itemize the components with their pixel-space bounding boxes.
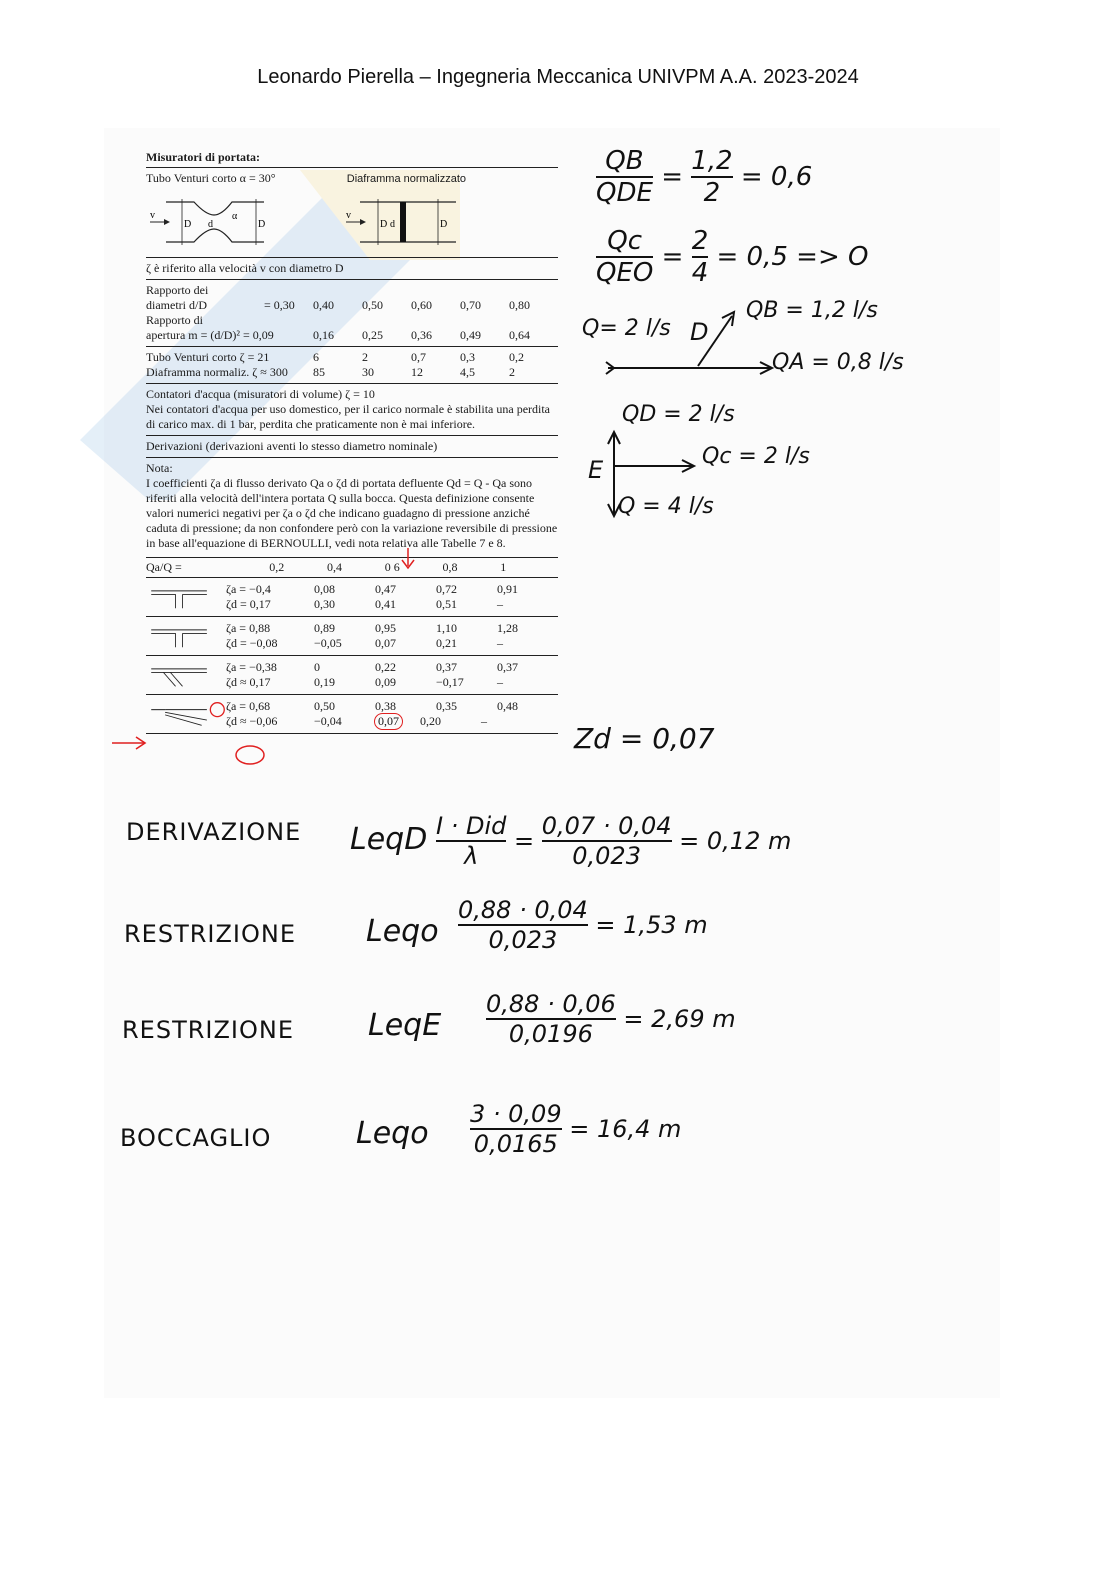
venturi-value: 6: [313, 350, 319, 364]
za-value: 0,48: [497, 699, 518, 713]
svg-text:D: D: [258, 219, 266, 230]
zd-value: 0,09: [375, 675, 396, 689]
calc-boccaglio-label: BOCCAGLIO: [120, 1124, 272, 1152]
calc-restrizione-e-label: RESTRIZIONE: [122, 1016, 295, 1044]
diaphragm-value: 4,5: [460, 365, 475, 379]
za-value: 0: [314, 660, 320, 674]
meters-text: Nei contatori d'acqua per uso domestico, per il carico normale è stabilita una perdita di carico max. di 1 bar, perdita che praticamente non è mai inferiore.: [146, 402, 551, 431]
za-value: 0,37: [497, 660, 518, 674]
venturi-value: 0,2: [509, 350, 524, 364]
diaphragm-value: 2: [509, 365, 515, 379]
zd-value: 0,20: [420, 714, 441, 728]
za-value: 0,37: [436, 660, 457, 674]
opening-label-1: Rapporto di: [146, 313, 203, 327]
red-circle-icon: [234, 744, 266, 766]
hand-q-total-e: Q = 4 l/s: [618, 494, 714, 519]
zd-value: –: [497, 636, 503, 650]
svg-text:D: D: [380, 219, 388, 230]
opening-value: 0,49: [460, 328, 481, 342]
meters-title: Contatori d'acqua (misuratori di volume) ζ = 10: [146, 387, 375, 401]
hand-q-total-d: Q= 2 l/s: [582, 316, 671, 341]
branch-row-selected: [146, 695, 558, 733]
ratio-col: 0,4: [326, 560, 342, 574]
calc-restrizione-frac: $\frac{0,88 \cdot 0,04}{0,023}$ = 1,53 m: [458, 896, 708, 954]
svg-text:D: D: [440, 219, 448, 230]
zd-value: 0,19: [314, 675, 335, 689]
hand-qb-flow: QB = 1,2 l/s: [746, 298, 878, 323]
ratio-value: 0,50: [362, 298, 383, 312]
zd-value: ζd ≈ −0,06: [226, 714, 278, 728]
calc-derivazione-leq: LeqD: [350, 822, 428, 857]
flow-meter-diagram: [146, 187, 558, 257]
hand-qc-flow: Qc = 2 l/s: [702, 444, 810, 469]
ratio-col: 0,8: [442, 560, 458, 574]
section-title: Misuratori di portata:: [146, 150, 260, 164]
za-value: 0,95: [375, 621, 396, 635]
opening-value: 0,16: [313, 328, 334, 342]
branches-title: Derivazioni (derivazioni aventi lo stesso diametro nominale): [146, 439, 438, 453]
svg-text:D: D: [184, 219, 192, 230]
za-value: 1,28: [497, 621, 518, 635]
ratio-value: 0,70: [460, 298, 481, 312]
zd-value-circled: 0,07: [375, 714, 402, 729]
za-value: 0,08: [314, 582, 335, 596]
diaphragm-value: 30: [362, 365, 374, 379]
hand-d-label: D: [690, 318, 709, 346]
zd-value: 0,21: [436, 636, 457, 650]
za-value: 0,91: [497, 582, 518, 596]
hand-zd-result: Zd = 0,07: [574, 722, 715, 755]
svg-text:α: α: [232, 211, 238, 222]
svg-text:v: v: [346, 210, 351, 221]
venturi-value: 0,3: [460, 350, 475, 364]
zd-value: −0,04: [314, 714, 342, 728]
tee-diagram: [146, 619, 226, 653]
ratio-label-1: Rapporto dei: [146, 283, 209, 297]
zd-value: 0,41: [375, 597, 396, 611]
zeta-reference: ζ è riferito alla velocità v con diametro D: [146, 261, 344, 275]
red-arrow-icon: [110, 734, 150, 752]
page-header: Leonardo Pierella – Ingegneria Meccanica UNIVPM A.A. 2023-2024: [257, 66, 859, 88]
za-value: ζa = 0,68: [226, 699, 271, 713]
hand-qb-ratio: QB QDE = $\frac{1,2}{2}$ = 0,6: [596, 146, 813, 208]
zd-value: ζd = −0,08: [226, 636, 278, 650]
ratio-value: 0,80: [509, 298, 530, 312]
zd-value: –: [497, 675, 503, 689]
ratio-value: 0,60: [411, 298, 432, 312]
ratio-col: 0,2: [269, 560, 285, 574]
diaphragm-value: 85: [313, 365, 325, 379]
calc-restrizione-e-frac: $\frac{0,88 \cdot 0,06}{0,0196}$ = 2,69 m: [486, 990, 736, 1048]
ratio-value: 0,40: [313, 298, 334, 312]
zd-value: 0,51: [436, 597, 457, 611]
za-value: 0,72: [436, 582, 457, 596]
za-value: 0,89: [314, 621, 335, 635]
branch-row: [146, 617, 558, 655]
opening-label-2: apertura m = (d/D)² = 0,09: [146, 328, 274, 342]
za-value: 0,22: [375, 660, 396, 674]
calc-restrizione-e-leq: LeqE: [368, 1008, 442, 1043]
svg-text:d: d: [390, 219, 395, 230]
hand-qc-ratio: Qc QEO = $\frac{2}{4}$ = 0,5 => O: [596, 226, 869, 288]
zd-value: 0,30: [314, 597, 335, 611]
calc-derivazione-label: DERIVAZIONE: [126, 818, 302, 846]
red-arrow-icon: [396, 546, 420, 572]
diaphragm-value: 12: [411, 365, 423, 379]
wye-45-diagram: [146, 658, 226, 692]
calc-derivazione-symbolic: I · Did λ = $\frac{0,07 \cdot 0,04}{0,023}$ = 0,12 m: [436, 812, 792, 870]
ratio-label-2: diametri d/D: [146, 298, 207, 312]
note-label: Nota:: [146, 461, 173, 475]
calc-restrizione-label: RESTRIZIONE: [124, 920, 297, 948]
book-table: [146, 150, 558, 734]
venturi-value: 2: [362, 350, 368, 364]
za-value: 0,35: [436, 699, 457, 713]
zd-value: −0,05: [314, 636, 342, 650]
za-value: 0,50: [314, 699, 335, 713]
opening-value: 0,25: [362, 328, 383, 342]
opening-value: 0,64: [509, 328, 530, 342]
branch-row: [146, 578, 558, 616]
ratio-col: 0 6: [384, 560, 400, 574]
tee-diagram: [146, 580, 226, 614]
hand-e-label: E: [588, 456, 604, 484]
hand-qa-flow: QA = 0,8 l/s: [772, 350, 904, 375]
zd-value: –: [497, 597, 503, 611]
diaphragm-row-label: Diaframma normaliz. ζ ≈ 300: [146, 365, 288, 379]
calc-boccaglio-leq: Leqo: [356, 1116, 429, 1151]
opening-value: 0,36: [411, 328, 432, 342]
zd-value: 0,07: [375, 636, 396, 650]
diaphragm-label: Diaframma normalizzato: [346, 173, 466, 185]
branch-row: [146, 656, 558, 694]
zd-value: −0,17: [436, 675, 464, 689]
calc-boccaglio-frac: $\frac{3 \cdot 0,09}{0,0165}$ = 16,4 m: [470, 1100, 682, 1158]
zd-value: ζd ≈ 0,17: [226, 675, 271, 689]
svg-text:d: d: [208, 219, 213, 230]
za-value: 0,47: [375, 582, 396, 596]
za-value: ζa = 0,88: [226, 621, 271, 635]
ratio-col: 1: [500, 560, 507, 574]
zd-value: ζd = 0,17: [226, 597, 271, 611]
za-value: 1,10: [436, 621, 457, 635]
wye-45-diagram: [146, 697, 226, 731]
za-value: ζa = −0,38: [226, 660, 277, 674]
zd-value: –: [481, 714, 487, 728]
venturi-row-label: Tubo Venturi corto ζ = 21: [146, 350, 270, 364]
za-value: 0,38: [375, 699, 396, 713]
ratio-value: = 0,30: [264, 298, 295, 312]
za-value: ζa = −0,4: [226, 582, 271, 596]
venturi-value: 0,7: [411, 350, 426, 364]
note-text: I coefficienti ζa di flusso derivato Qa o ζd di portata defluente Qd = Q - Qa sono riferiti alla velocità dell'intera portata Q sulla bocca. Questa definizione consente valori numerici negativi per ζa o ζd che indicano guadagno di pressione anziché caduta di pressione; da non confondere però con la variazione reversibile di pressione in base all'equazione di BERNOULLI, vedi nota relativa alle Tabelle 7 e 8.: [146, 476, 558, 550]
calc-restrizione-leq: Leqo: [366, 914, 439, 949]
ratio-header: Qa/Q =: [146, 560, 182, 574]
venturi-label: Tubo Venturi corto α = 30°: [146, 171, 276, 185]
hand-qd-flow: QD = 2 l/s: [622, 402, 735, 427]
svg-text:v: v: [150, 210, 155, 221]
